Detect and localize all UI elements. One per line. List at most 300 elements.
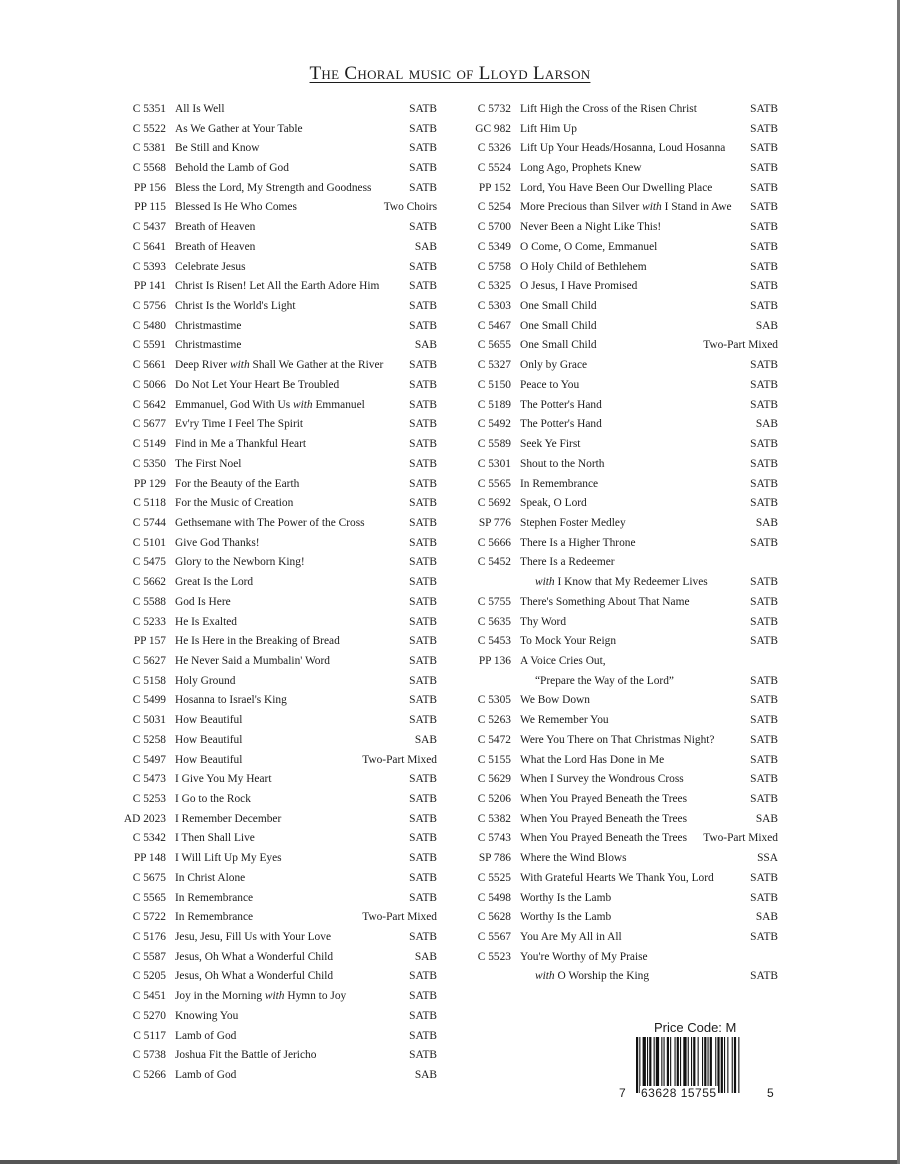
catalog-title xyxy=(166,359,405,371)
catalog-voicing: SATB xyxy=(750,162,778,175)
catalog-row xyxy=(110,829,437,849)
catalog-voicing: SATB xyxy=(409,221,437,234)
catalog-title: When I Survey the Wondrous Cross xyxy=(520,773,684,786)
catalog-voicing: SATB xyxy=(750,497,778,510)
catalog-voicing: SATB xyxy=(409,615,437,628)
catalog-code: C 5629 xyxy=(477,773,511,786)
catalog-code: C 5176 xyxy=(132,931,166,944)
catalog-voicing: SSA xyxy=(757,852,778,865)
catalog-title: How Beautiful xyxy=(175,733,243,746)
catalog-voicing: SATB xyxy=(409,1049,437,1062)
catalog-title: Thy Word xyxy=(520,615,567,628)
barcode-bar xyxy=(670,1037,671,1093)
catalog-code: C 5523 xyxy=(477,950,511,963)
catalog-title-with: with xyxy=(535,970,555,983)
catalog-row xyxy=(110,1026,437,1046)
catalog-row xyxy=(110,651,437,671)
catalog-title: Christ Is Risen! Let All the Earth Adore Him xyxy=(175,280,380,293)
catalog-title: Joshua Fit the Battle of Jericho xyxy=(175,1049,317,1062)
catalog-row xyxy=(110,1006,437,1026)
catalog-row xyxy=(110,158,437,178)
catalog-row xyxy=(455,158,778,178)
catalog-title: Jesus, Oh What a Wonderful Child xyxy=(175,970,334,983)
catalog-code: C 5565 xyxy=(477,477,511,490)
catalog-code: AD 2023 xyxy=(123,812,166,825)
catalog-row xyxy=(455,671,778,691)
catalog-row xyxy=(455,434,778,454)
catalog-row xyxy=(455,316,778,336)
catalog-voicing: SATB xyxy=(409,438,437,451)
catalog-code: PP 136 xyxy=(478,654,511,667)
catalog-column-right xyxy=(455,99,778,986)
catalog-title: We Bow Down xyxy=(520,694,590,707)
catalog-row xyxy=(110,513,437,533)
catalog-row xyxy=(110,730,437,750)
catalog-title: Lift Up Your Heads/Hosanna, Loud Hosanna xyxy=(520,142,726,155)
catalog-row xyxy=(455,257,778,277)
catalog-title: Holy Ground xyxy=(175,674,236,687)
catalog-row xyxy=(455,415,778,435)
catalog-voicing: SATB xyxy=(750,793,778,806)
catalog-voicing: SATB xyxy=(409,162,437,175)
catalog-row xyxy=(455,789,778,809)
catalog-voicing: SATB xyxy=(750,674,778,687)
catalog-row xyxy=(455,336,778,356)
catalog-code: C 5565 xyxy=(132,891,166,904)
catalog-row xyxy=(455,296,778,316)
catalog-title-main: Joy in the Morning xyxy=(175,990,263,1003)
catalog-code: SP 776 xyxy=(478,516,511,529)
catalog-code: C 5325 xyxy=(477,280,511,293)
catalog-voicing: SATB xyxy=(750,457,778,470)
catalog-row xyxy=(110,947,437,967)
catalog-title: Worthy Is the Lamb xyxy=(520,911,612,924)
catalog-title-rest: Shall We Gather at the River xyxy=(252,359,384,372)
catalog-row xyxy=(455,967,778,987)
catalog-title: All Is Well xyxy=(175,102,225,115)
catalog-row xyxy=(455,809,778,829)
catalog-row xyxy=(110,119,437,139)
catalog-voicing: SAB xyxy=(755,911,778,924)
catalog-title-rest: I Know that My Redeemer Lives xyxy=(557,576,708,589)
catalog-code: C 5349 xyxy=(477,240,511,253)
catalog-voicing: Two Choirs xyxy=(383,201,437,214)
catalog-row xyxy=(455,375,778,395)
catalog-title-with: with xyxy=(642,201,662,214)
barcode-digit-first: 7 xyxy=(619,1086,626,1100)
catalog-code: C 5118 xyxy=(133,497,166,510)
catalog-code: C 5453 xyxy=(477,635,511,648)
catalog-voicing: SATB xyxy=(750,595,778,608)
barcode-bar xyxy=(680,1037,681,1093)
barcode-bar xyxy=(710,1037,712,1093)
catalog-voicing: SATB xyxy=(409,516,437,529)
barcode-bar xyxy=(738,1037,739,1093)
catalog-title: In Remembrance xyxy=(175,891,254,904)
catalog-voicing: SATB xyxy=(409,378,437,391)
catalog-title: How Beautiful xyxy=(175,714,243,727)
catalog-title-rest: I Stand in Awe xyxy=(664,201,732,214)
catalog-row xyxy=(110,474,437,494)
catalog-code: C 5522 xyxy=(132,122,166,135)
barcode-bar xyxy=(647,1037,648,1093)
barcode-bar xyxy=(698,1037,699,1093)
catalog-title: Jesus, Oh What a Wonderful Child xyxy=(175,950,334,963)
catalog-code: C 5591 xyxy=(132,339,166,352)
catalog-title: There's Something About That Name xyxy=(520,595,690,608)
catalog-title: God Is Here xyxy=(175,595,231,608)
catalog-code: C 5031 xyxy=(132,714,166,727)
barcode-bar xyxy=(727,1037,728,1093)
catalog-row xyxy=(110,178,437,198)
catalog-row xyxy=(110,750,437,770)
catalog-code: PP 152 xyxy=(478,181,511,194)
barcode-bar xyxy=(683,1037,686,1093)
catalog-voicing: SATB xyxy=(409,635,437,648)
catalog-row xyxy=(110,631,437,651)
catalog-voicing: SATB xyxy=(409,1029,437,1042)
catalog-code: C 5738 xyxy=(132,1049,166,1062)
catalog-title: Breath of Heaven xyxy=(175,221,256,234)
catalog-voicing: SATB xyxy=(409,280,437,293)
catalog-voicing: SATB xyxy=(409,812,437,825)
catalog-title: For the Music of Creation xyxy=(175,497,294,510)
catalog-title: Find in Me a Thankful Heart xyxy=(175,438,307,451)
barcode-bar xyxy=(708,1037,709,1093)
catalog-row xyxy=(110,138,437,158)
catalog-voicing: SATB xyxy=(409,674,437,687)
catalog-code: C 5524 xyxy=(477,162,511,175)
catalog-title-rest: O Worship the King xyxy=(557,970,650,983)
catalog-title: Lamb of God xyxy=(175,1029,237,1042)
catalog-voicing: SATB xyxy=(409,891,437,904)
catalog-row xyxy=(455,907,778,927)
catalog-title: Peace to You xyxy=(520,378,580,391)
catalog-title: A Voice Cries Out, xyxy=(520,654,606,667)
catalog-title: Blessed Is He Who Comes xyxy=(175,201,297,214)
catalog-title: Celebrate Jesus xyxy=(175,260,246,273)
catalog-voicing: SATB xyxy=(750,753,778,766)
catalog-code: C 5568 xyxy=(132,162,166,175)
catalog-voicing: SATB xyxy=(750,536,778,549)
catalog-voicing: SATB xyxy=(409,477,437,490)
catalog-code: C 5628 xyxy=(477,911,511,924)
catalog-voicing: SATB xyxy=(409,497,437,510)
catalog-title-main: Emmanuel, God With Us xyxy=(175,398,291,411)
bottom-border xyxy=(0,1160,900,1164)
catalog-title: Give God Thanks! xyxy=(175,536,260,549)
catalog-code: C 5661 xyxy=(132,359,166,372)
catalog-title: In Remembrance xyxy=(520,477,599,490)
catalog-row xyxy=(455,533,778,553)
catalog-title: Christmastime xyxy=(175,339,242,352)
catalog-voicing: SATB xyxy=(750,102,778,115)
catalog-code: C 5451 xyxy=(132,990,166,1003)
catalog-row xyxy=(455,750,778,770)
catalog-voicing: SATB xyxy=(750,694,778,707)
catalog-code: C 5475 xyxy=(132,556,166,569)
catalog-title: Lamb of God xyxy=(175,1069,237,1082)
catalog-voicing: SAB xyxy=(414,1069,437,1082)
catalog-voicing: SATB xyxy=(750,931,778,944)
catalog-title: Lift High the Cross of the Risen Christ xyxy=(520,102,697,115)
catalog-title-rest: Hymn to Joy xyxy=(287,990,347,1003)
catalog-code: C 5755 xyxy=(477,595,511,608)
catalog-voicing: SATB xyxy=(409,300,437,313)
catalog-title: Great Is the Lord xyxy=(175,576,254,589)
barcode-bar xyxy=(664,1037,665,1093)
catalog-voicing: SAB xyxy=(755,812,778,825)
catalog-title: Be Still and Know xyxy=(175,142,260,155)
catalog-row xyxy=(455,947,778,967)
catalog-row xyxy=(110,927,437,947)
catalog-code: GC 982 xyxy=(475,122,511,135)
catalog-voicing: SATB xyxy=(750,181,778,194)
catalog-code: C 5158 xyxy=(132,674,166,687)
catalog-row xyxy=(455,395,778,415)
catalog-title: Stephen Foster Medley xyxy=(520,516,626,529)
catalog-voicing: SATB xyxy=(409,773,437,786)
catalog-row xyxy=(110,198,437,218)
catalog-title: Where the Wind Blows xyxy=(520,852,627,865)
catalog-code: PP 129 xyxy=(133,477,166,490)
catalog-row xyxy=(110,99,437,119)
catalog-code: C 5206 xyxy=(477,793,511,806)
catalog-voicing: SATB xyxy=(750,773,778,786)
catalog-title: One Small Child xyxy=(520,319,597,332)
catalog-row xyxy=(455,355,778,375)
catalog-voicing: SATB xyxy=(750,970,778,983)
catalog-voicing: SATB xyxy=(750,398,778,411)
catalog-title: How Beautiful xyxy=(175,753,243,766)
catalog-title: I Remember December xyxy=(175,812,282,825)
catalog-row xyxy=(110,434,437,454)
catalog-code: C 5381 xyxy=(132,142,166,155)
catalog-title: We Remember You xyxy=(520,714,609,727)
catalog-voicing: SATB xyxy=(409,694,437,707)
catalog-row xyxy=(455,829,778,849)
catalog-voicing: Two-Part Mixed xyxy=(362,753,437,766)
barcode-bars xyxy=(632,1037,778,1093)
catalog-code: C 5700 xyxy=(477,221,511,234)
catalog-voicing: SAB xyxy=(755,319,778,332)
barcode-bar xyxy=(667,1037,669,1093)
catalog-row xyxy=(110,848,437,868)
catalog-row xyxy=(455,612,778,632)
catalog-title: Knowing You xyxy=(175,1009,239,1022)
catalog-row xyxy=(455,198,778,218)
barcode-bar xyxy=(677,1037,679,1093)
catalog-row xyxy=(110,572,437,592)
catalog-voicing: SATB xyxy=(750,635,778,648)
catalog-code: C 5253 xyxy=(132,793,166,806)
catalog-voicing: SATB xyxy=(409,990,437,1003)
catalog-title: He Is Exalted xyxy=(175,615,237,628)
catalog-row xyxy=(455,848,778,868)
catalog-title: You Are My All in All xyxy=(520,931,622,944)
catalog-code: PP 115 xyxy=(134,201,166,214)
barcode-bar xyxy=(656,1037,659,1093)
catalog-row xyxy=(110,907,437,927)
catalog-voicing: SATB xyxy=(409,793,437,806)
catalog-voicing: SAB xyxy=(414,733,437,746)
catalog-voicing: SATB xyxy=(750,359,778,372)
catalog-voicing: Two-Part Mixed xyxy=(703,832,778,845)
catalog-title: Never Been a Night Like This! xyxy=(520,221,662,234)
catalog-code: C 5117 xyxy=(133,1029,166,1042)
catalog-row xyxy=(455,138,778,158)
catalog-title xyxy=(511,970,746,982)
catalog-voicing: SATB xyxy=(750,142,778,155)
catalog-title: Were You There on That Christmas Night? xyxy=(520,733,715,746)
catalog-title: When You Prayed Beneath the Trees xyxy=(520,832,688,845)
catalog-voicing: SAB xyxy=(755,418,778,431)
catalog-title-main: More Precious than Silver xyxy=(520,201,640,214)
catalog-title: Only by Grace xyxy=(520,359,588,372)
catalog-title: Jesu, Jesu, Fill Us with Your Love xyxy=(175,931,332,944)
catalog-row xyxy=(455,119,778,139)
catalog-row xyxy=(110,533,437,553)
catalog-code: C 5756 xyxy=(132,300,166,313)
catalog-row xyxy=(455,572,778,592)
catalog-title: O Jesus, I Have Promised xyxy=(520,280,638,293)
catalog-title: When You Prayed Beneath the Trees xyxy=(520,812,688,825)
catalog-row xyxy=(455,691,778,711)
catalog-title: O Come, O Come, Emmanuel xyxy=(520,240,658,253)
catalog-row xyxy=(455,276,778,296)
catalog-code: C 5744 xyxy=(132,516,166,529)
catalog-voicing: SATB xyxy=(750,714,778,727)
catalog-voicing: SATB xyxy=(750,260,778,273)
catalog-title-with: with xyxy=(264,990,285,1003)
catalog-voicing: SAB xyxy=(755,516,778,529)
catalog-row xyxy=(110,986,437,1006)
catalog-row xyxy=(455,592,778,612)
catalog-code: PP 141 xyxy=(133,280,166,293)
catalog-row xyxy=(110,296,437,316)
catalog-code: C 5452 xyxy=(477,556,511,569)
catalog-row xyxy=(110,217,437,237)
catalog-voicing: SATB xyxy=(750,438,778,451)
catalog-title: Long Ago, Prophets Knew xyxy=(520,162,642,175)
catalog-code: C 5662 xyxy=(132,576,166,589)
catalog-code: C 5743 xyxy=(477,832,511,845)
catalog-code: C 5189 xyxy=(477,398,511,411)
catalog-row xyxy=(110,316,437,336)
catalog-title: Speak, O Lord xyxy=(520,497,587,510)
catalog-row xyxy=(110,789,437,809)
catalog-voicing: SATB xyxy=(409,871,437,884)
catalog-code: C 5642 xyxy=(132,398,166,411)
barcode-bar xyxy=(639,1037,640,1093)
catalog-row xyxy=(455,493,778,513)
catalog-title: What the Lord Has Done in Me xyxy=(520,753,665,766)
catalog-code: C 5732 xyxy=(477,102,511,115)
catalog-row xyxy=(110,612,437,632)
catalog-title: I Then Shall Live xyxy=(175,832,255,845)
catalog-code: C 5692 xyxy=(477,497,511,510)
catalog-title: To Mock Your Reign xyxy=(520,635,617,648)
catalog-code: C 5677 xyxy=(132,418,166,431)
barcode-bar xyxy=(702,1037,703,1093)
catalog-row xyxy=(110,454,437,474)
catalog-title-main: Deep River xyxy=(175,359,228,372)
catalog-title: There Is a Higher Throne xyxy=(520,536,636,549)
catalog-voicing: SATB xyxy=(409,931,437,944)
catalog-row xyxy=(110,375,437,395)
catalog-code: C 5655 xyxy=(477,339,511,352)
catalog-voicing: SATB xyxy=(409,970,437,983)
catalog-code: C 5350 xyxy=(132,457,166,470)
catalog-row xyxy=(455,454,778,474)
catalog-voicing: SATB xyxy=(750,615,778,628)
catalog-title: Do Not Let Your Heart Be Troubled xyxy=(175,378,340,391)
barcode-bar xyxy=(688,1037,689,1093)
catalog-code: C 5492 xyxy=(477,418,511,431)
catalog-voicing: SATB xyxy=(409,398,437,411)
catalog-row xyxy=(110,868,437,888)
catalog-column-left xyxy=(110,99,437,1085)
catalog-voicing: SATB xyxy=(409,852,437,865)
catalog-title: I Give You My Heart xyxy=(175,773,272,786)
catalog-code: C 5499 xyxy=(132,694,166,707)
catalog-code: C 5150 xyxy=(477,378,511,391)
catalog-voicing: SATB xyxy=(409,1009,437,1022)
catalog-code: C 5467 xyxy=(477,319,511,332)
catalog-voicing: SAB xyxy=(414,240,437,253)
catalog-voicing: SATB xyxy=(409,536,437,549)
barcode-bar xyxy=(691,1037,692,1093)
catalog-code: C 5758 xyxy=(477,260,511,273)
catalog-code: C 5393 xyxy=(132,260,166,273)
catalog-voicing: SATB xyxy=(409,556,437,569)
catalog-voicing: SATB xyxy=(750,300,778,313)
barcode-bar xyxy=(717,1037,719,1093)
catalog-row xyxy=(455,474,778,494)
catalog-title: Lift Him Up xyxy=(520,122,577,135)
catalog-voicing: SATB xyxy=(409,142,437,155)
barcode-bar xyxy=(636,1037,638,1093)
catalog-title: There Is a Redeemer xyxy=(520,556,615,569)
catalog-voicing: SATB xyxy=(750,891,778,904)
catalog-row xyxy=(455,178,778,198)
catalog-code: C 5301 xyxy=(477,457,511,470)
catalog-title: Seek Ye First xyxy=(520,438,581,451)
catalog-row xyxy=(110,276,437,296)
catalog-row xyxy=(455,631,778,651)
catalog-row xyxy=(455,730,778,750)
catalog-voicing: SATB xyxy=(750,221,778,234)
catalog-title-with: with xyxy=(230,359,250,372)
catalog-code: C 5497 xyxy=(132,753,166,766)
catalog-title: The First Noel xyxy=(175,457,242,470)
catalog-voicing: SATB xyxy=(409,359,437,372)
catalog-voicing: SATB xyxy=(750,280,778,293)
catalog-voicing: SATB xyxy=(750,871,778,884)
catalog-row xyxy=(110,809,437,829)
catalog-voicing: SATB xyxy=(409,832,437,845)
catalog-voicing: SAB xyxy=(414,339,437,352)
catalog-row xyxy=(455,237,778,257)
catalog-code: C 5472 xyxy=(477,733,511,746)
catalog-code: C 5258 xyxy=(132,733,166,746)
catalog-voicing: SATB xyxy=(750,477,778,490)
catalog-title: Gethsemane with The Power of the Cross xyxy=(175,516,365,529)
catalog-row xyxy=(455,710,778,730)
catalog-row xyxy=(110,493,437,513)
catalog-title: With Grateful Hearts We Thank You, Lord xyxy=(520,871,714,884)
catalog-code: PP 156 xyxy=(133,181,166,194)
